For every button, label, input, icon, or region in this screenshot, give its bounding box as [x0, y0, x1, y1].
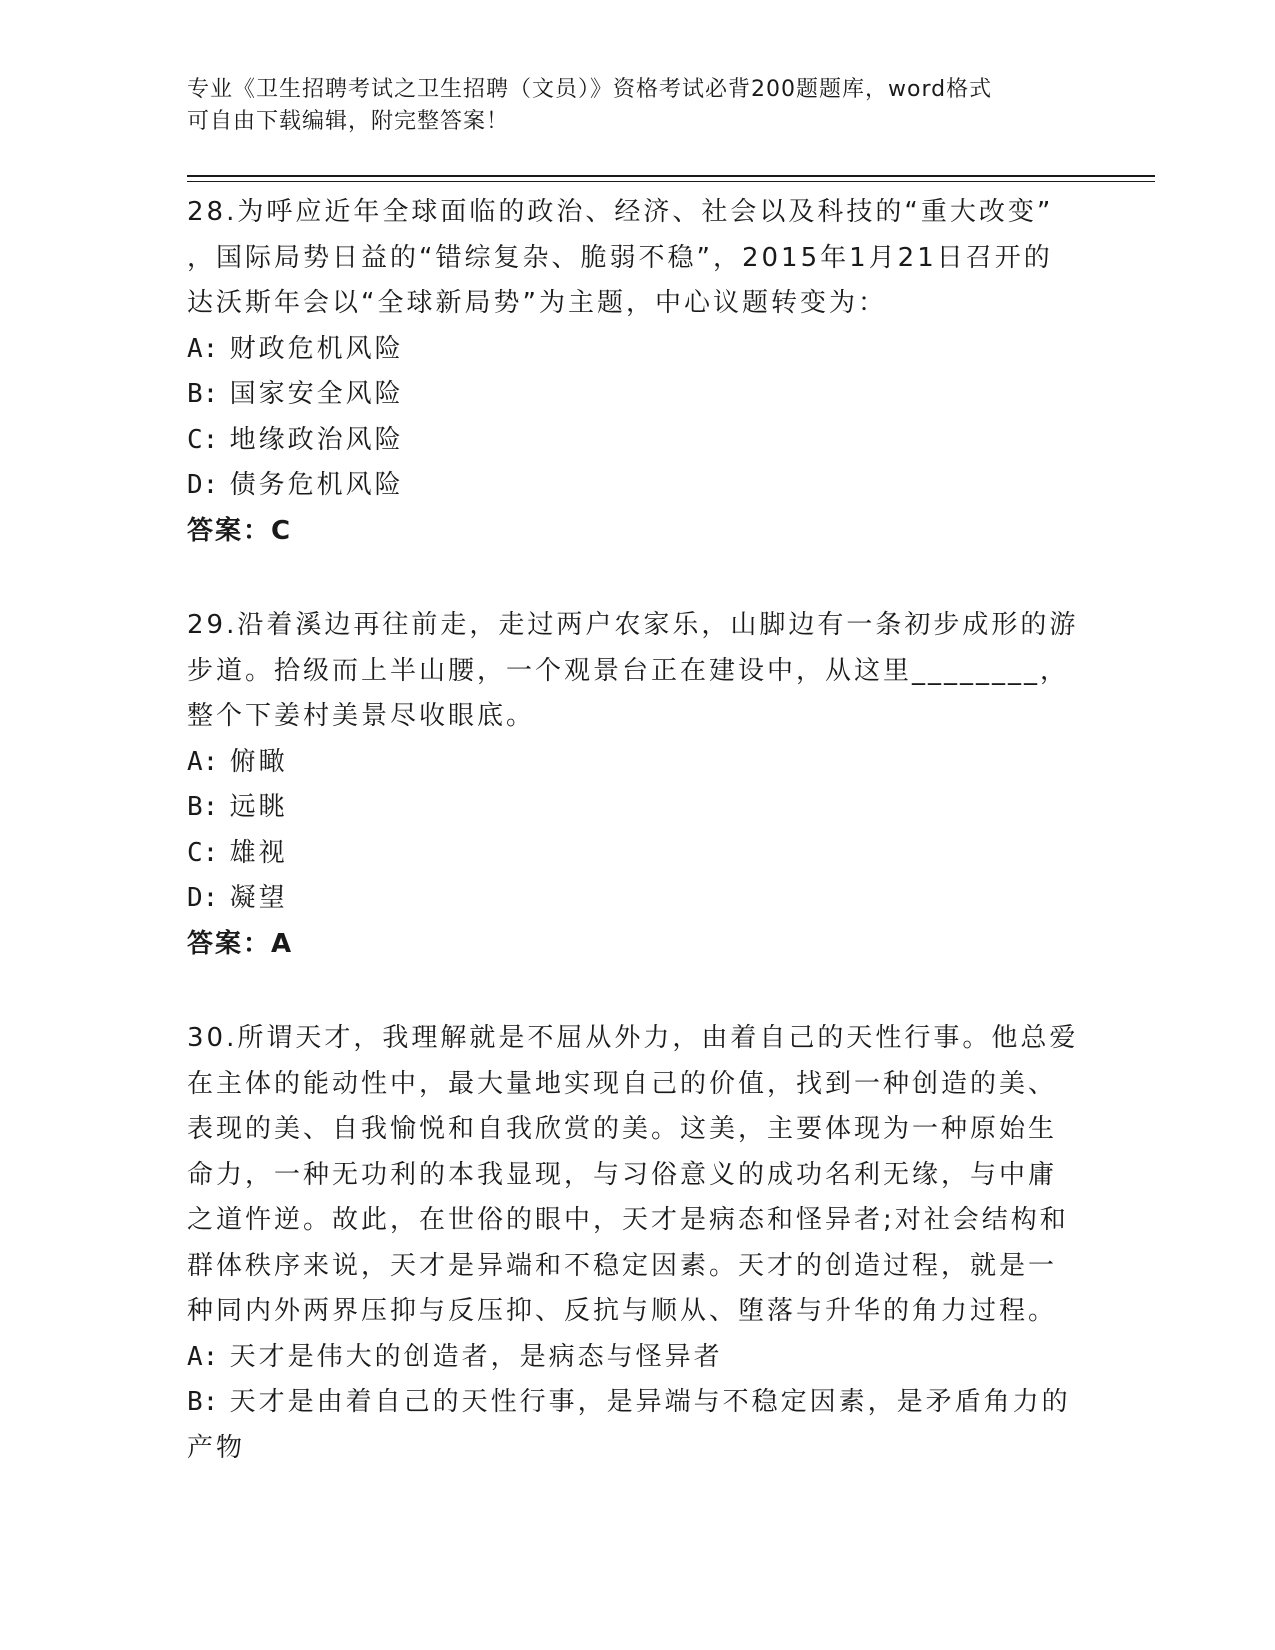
header-rule-thin [187, 181, 1155, 182]
option-text: 产物 [187, 1432, 246, 1463]
header-line-1: 专业《卫生招聘考试之卫生招聘（文员）》资格考试必背200题题库，word格式 [187, 77, 993, 102]
question-28-option-d [187, 463, 1087, 509]
option-letter: B: [187, 792, 219, 822]
question-30-line-5: 之道忤逆。故此，在世俗的眼中，天才是病态和怪异者;对社会结构和 [187, 1205, 1069, 1235]
question-spacer [187, 967, 1087, 1016]
header-line-2: 可自由下载编辑，附完整答案！ [187, 109, 510, 134]
question-28-line-1: 28.为呼应近年全球面临的政治、经济、社会以及科技的“重大改变” [187, 197, 1054, 227]
question-30-line-2: 在主体的能动性中，最大量地实现自己的价值，找到一种创造的美、 [187, 1068, 1058, 1099]
question-30-option-b-continued [187, 1426, 1087, 1472]
question-29-option-a [187, 740, 1087, 786]
option-letter: A: [187, 333, 219, 364]
question-29-line-1: 29.沿着溪边再往前走，走过两户农家乐，山脚边有一条初步成形的游 [187, 610, 1079, 640]
option-letter: A: [187, 746, 219, 777]
question-30-line-6: 群体秩序来说，天才是异端和不稳定因素。天才的创造过程，就是一 [187, 1250, 1058, 1281]
question-28-option-b [187, 372, 1087, 418]
option-letter: B: [187, 379, 219, 409]
question-30 [187, 1016, 1087, 1471]
question-28-line-3: 达沃斯年会以“全球新局势”为主题，中心议题转变为： [187, 288, 887, 318]
option-letter: C: [187, 837, 219, 868]
question-30-line-7: 种同内外两界压抑与反压抑、反抗与顺从、堕落与升华的角力过程。 [187, 1296, 1058, 1326]
question-spacer [187, 554, 1087, 603]
option-letter: C: [187, 424, 219, 455]
option-text: 地缘政治风险 [229, 424, 404, 455]
option-text: 天才是由着自己的天性行事，是异端与不稳定因素，是矛盾角力的 [229, 1387, 1071, 1417]
question-29-line-2: 步道。拾级而上半山腰，一个观景台正在建设中，从这里________， [187, 655, 1070, 686]
question-28-option-a [187, 327, 1087, 373]
option-text: 债务危机风险 [229, 470, 404, 500]
question-29-line-3: 整个下姜村美景尽收眼底。 [187, 701, 536, 731]
option-letter: D: [187, 470, 219, 500]
question-list [187, 190, 1087, 1471]
question-29-option-b [187, 785, 1087, 831]
option-text: 凝望 [229, 883, 288, 913]
option-letter: A: [187, 1341, 219, 1372]
option-text: 远眺 [229, 792, 288, 822]
option-letter: D: [187, 883, 219, 913]
question-30-option-b [187, 1380, 1087, 1426]
option-text: 天才是伟大的创造者，是病态与怪异者 [229, 1341, 723, 1372]
question-29-option-c [187, 831, 1087, 877]
question-28-option-c [187, 418, 1087, 464]
question-28-answer: 答案：C [187, 515, 293, 546]
option-text: 雄视 [229, 837, 288, 868]
question-30-line-1: 30.所谓天才，我理解就是不屈从外力，由着自己的天性行事。他总爱 [187, 1023, 1079, 1053]
option-text: 财政危机风险 [229, 333, 404, 364]
question-29-option-d [187, 876, 1087, 922]
option-text: 俯瞰 [229, 746, 288, 777]
question-29-answer: 答案：A [187, 928, 294, 959]
document-header [187, 74, 1067, 138]
question-30-line-3: 表现的美、自我愉悦和自我欣赏的美。这美，主要体现为一种原始生 [187, 1114, 1058, 1144]
question-28 [187, 190, 1087, 554]
question-30-option-a [187, 1335, 1087, 1381]
header-rule-thick [187, 175, 1155, 177]
option-text: 国家安全风险 [229, 379, 404, 409]
question-28-line-2: ，国际局势日益的“错综复杂、脆弱不稳”，2015年1月21日召开的 [187, 242, 1053, 273]
option-letter: B: [187, 1387, 219, 1417]
question-29 [187, 603, 1087, 967]
question-30-line-4: 命力，一种无功利的本我显现，与习俗意义的成功名利无缘，与中庸 [187, 1159, 1058, 1190]
